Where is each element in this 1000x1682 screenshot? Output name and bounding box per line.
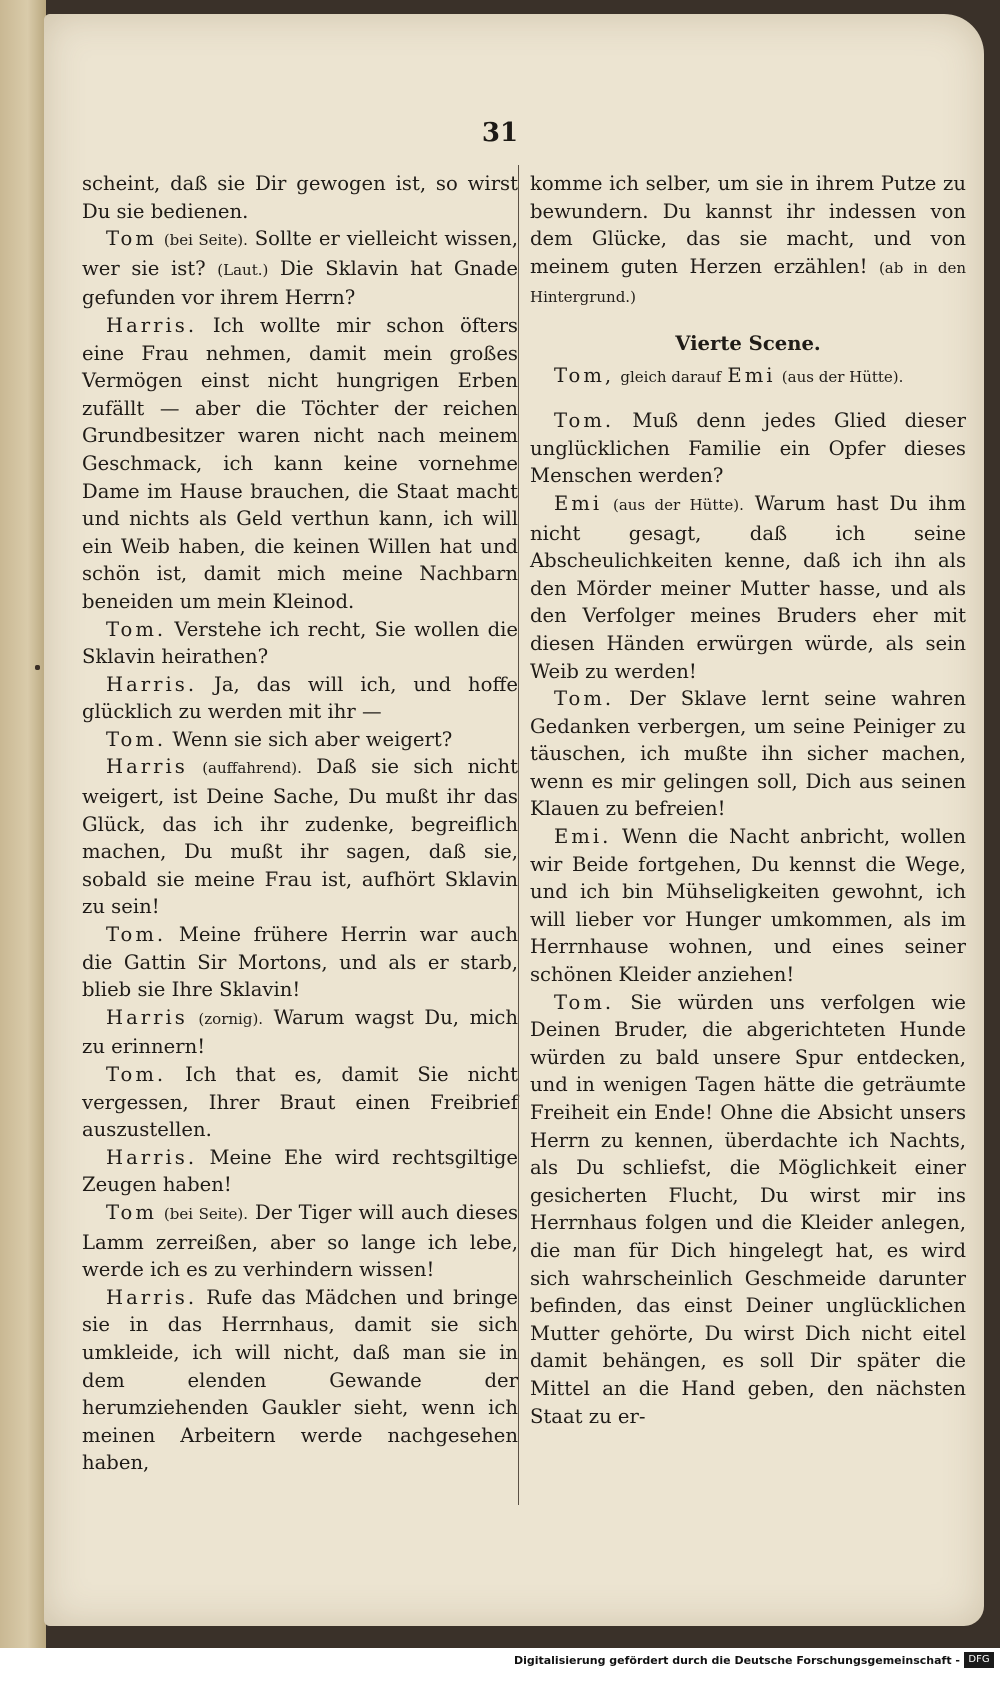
dialogue-paragraph	[82, 1061, 518, 1144]
paragraph-text: Ich that es, damit Sie nicht vergessen, Ihrer Braut einen Freibrief auszustellen.	[82, 1063, 518, 1142]
dialogue-paragraph	[82, 921, 518, 1004]
dialogue-paragraph	[82, 1144, 518, 1199]
page-number: 31	[481, 118, 519, 148]
digitization-credit: Digitalisierung gefördert durch die Deutsche Forschungsgemeinschaft -	[513, 1654, 960, 1667]
dialogue-paragraph	[530, 823, 966, 989]
dialogue-paragraph	[82, 225, 518, 312]
speaker-name: Harris.	[106, 1285, 198, 1309]
dialogue-paragraph	[530, 490, 966, 685]
dialogue-paragraph	[82, 671, 518, 726]
dialogue-block	[530, 407, 966, 1430]
speaker-name: Tom.	[106, 617, 167, 641]
paragraph-text: Ja, das will ich, und hoffe glücklich zu werden mit ihr —	[82, 672, 518, 724]
paragraph-text: Meine frühere Herrin war auch die Gattin Sir Mortons, und als er starb, blieb sie Ihre Sklavin!	[82, 923, 518, 1002]
paragraph-text: Sie würden uns verfolgen wie Deinen Bruder, die abgerichteten Hunde würden zu bald unsere Spur entdecken, und in wenigen Tagen hätte die geträumte Freiheit ein Ende! Ohne die Absicht unsers Herrn zu kennen, überdachte ich Nachts, als Du schliefst, die Möglichkeit einer gesicherten Flucht, Du wirst mir ins Herrnhaus folgen und die Kleider anlegen, die man für Dich hingelegt hat, es wird sich wahrscheinlich Geschmeide darunter befinden, das einst Deiner unglücklichen Mutter gehörte, Du wirst Dich nicht eitel damit behängen, es soll Dir später die Mittel an die Hand geben, den nächsten Staat zu er-	[530, 990, 966, 1428]
speaker-name: Tom.	[554, 990, 615, 1014]
speaker-name: Tom.	[554, 409, 615, 433]
dialogue-paragraph	[82, 1284, 518, 1477]
stage-direction: (Laut.)	[217, 260, 269, 279]
paragraph-text: Verstehe ich recht, Sie wollen die Sklavin heirathen?	[82, 617, 518, 669]
dialogue-paragraph	[530, 989, 966, 1431]
stage-direction: (zornig).	[198, 1009, 264, 1028]
dialogue-paragraph	[82, 616, 518, 671]
facing-page-edge	[0, 0, 46, 1682]
speaker-name: Tom,	[554, 363, 615, 387]
paragraph-text: Rufe das Mädchen und bringe sie in das Herrnhaus, damit sie sich umkleide, ich will nicht, daß man sie in dem elenden Gewande der herumziehenden Gaukler sieht, wenn ich meinen Arbeitern werde nachgesehen haben,	[82, 1285, 518, 1475]
ink-spot	[35, 665, 40, 670]
speaker-name: Harris	[106, 1005, 188, 1029]
speaker-name: Emi.	[554, 825, 612, 849]
speaker-name: Harris	[106, 755, 188, 779]
dialogue-paragraph	[82, 1199, 518, 1284]
scene-cast	[530, 362, 966, 392]
speaker-name: Harris.	[106, 1145, 198, 1169]
dialogue-paragraph	[530, 685, 966, 823]
paragraph-text: Wenn sie sich aber weigert?	[172, 727, 453, 751]
dialogue-paragraph	[82, 170, 518, 225]
stage-direction: (ab in den Hintergrund.)	[530, 258, 966, 307]
speaker-name: Harris.	[106, 672, 198, 696]
speaker-name: Tom.	[554, 687, 615, 711]
stage-direction: (bei Seite).	[163, 231, 248, 250]
speaker-name: Tom	[106, 227, 157, 251]
column-divider	[518, 165, 519, 1505]
paragraph-text: scheint, daß sie Dir gewogen ist, so wirst Du sie bedienen.	[82, 172, 518, 223]
continuation-paragraph	[530, 170, 966, 312]
paragraph-text: Warum wagst Du, mich zu erinnern!	[82, 1005, 519, 1059]
speaker-name: Tom.	[106, 923, 167, 947]
dialogue-paragraph	[82, 312, 518, 616]
dfg-logo: DFG	[964, 1652, 994, 1668]
stage-direction: (aus der Hütte).	[613, 495, 744, 514]
scene-heading: Vierte Scene.	[675, 331, 821, 355]
speaker-name: Emi	[727, 363, 776, 387]
stage-direction: (aus der Hütte).	[781, 367, 904, 386]
paragraph-text: Warum hast Du ihm nicht gesagt, daß ich seine Abscheulichkeiten kenne, daß ich ihn als den Mörder meiner Mutter hasse, und als den Verfolger meines Bruders eher mit diesen Händen erwürgen würde, als sein Weib zu werden!	[530, 491, 966, 683]
paragraph-text: Der Tiger will auch dieses Lamm zerreißen, aber so lange ich lebe, werde ich es zu verhindern wissen!	[82, 1200, 519, 1282]
paragraph-text: Muß denn jedes Glied dieser unglücklichen Familie ein Opfer dieses Menschen werden?	[530, 409, 966, 488]
stage-direction: (auffahrend).	[202, 759, 302, 778]
left-column	[82, 170, 518, 1477]
paragraph-text: Sollte er vielleicht wissen, wer sie ist?	[82, 227, 518, 280]
speaker-name: Emi	[554, 491, 603, 515]
paragraph-text: Wenn die Nacht anbricht, wollen wir Beide fortgehen, Du kennst die Wege, und ich bin Mühseligkeiten gewohnt, ich will lieber vor Hunger umkommen, als im Herrnhause wohnen, und eines seiner schönen Kleider anziehen!	[530, 825, 966, 987]
paragraph-text: Daß sie sich nicht weigert, ist Deine Sache, Du mußt ihr das Glück, das ich ihr zudenke, begreiflich machen, Du mußt ihr sagen, daß sie, sobald sie meine Frau ist, aufhört Sklavin zu sein!	[82, 755, 518, 919]
paragraph-text: Die Sklavin hat Gnade gefunden vor ihrem Herrn?	[82, 256, 518, 310]
dialogue-paragraph	[82, 753, 518, 921]
dialogue-paragraph	[530, 407, 966, 490]
paragraph-text: Der Sklave lernt seine wahren Gedanken verbergen, um seine Peiniger zu täuschen, ich mußte ihn sicher machen, wenn es mir gelingen soll, Dich aus seinen Klauen zu befreien!	[530, 687, 966, 821]
paragraph-text: komme ich selber, um sie in ihrem Putze zu bewundern. Du kannst ihr indessen von dem Glücke, das sie macht, und von meinem guten Herzen erzählen!	[530, 172, 966, 278]
speaker-name: Tom.	[106, 1063, 167, 1086]
stage-direction: gleich darauf	[620, 367, 722, 386]
paragraph-text: Ich wollte mir schon öfters eine Frau nehmen, damit mein großes Vermögen einst nicht hungrigen Erben zufällt — aber die Töchter der reichen Grundbesitzer waren nicht nach meinem Geschmack, ich kann keine vornehme Dame im Hause brauchen, die Staat macht und nichts als Geld verthun kann, ich will ein Weib haben, die keinen Willen hat und schön ist, damit mich meine Nachbarn beneiden um mein Kleinod.	[82, 313, 518, 613]
right-column	[530, 170, 966, 1430]
stage-direction: (bei Seite).	[163, 1204, 249, 1223]
speaker-name: Tom.	[106, 727, 167, 751]
speaker-name: Harris.	[106, 313, 198, 337]
dialogue-paragraph	[82, 726, 518, 754]
dialogue-paragraph	[82, 1004, 518, 1061]
speaker-name: Tom	[106, 1200, 157, 1224]
paragraph-text: Meine Ehe wird rechtsgiltige Zeugen haben!	[82, 1145, 518, 1197]
